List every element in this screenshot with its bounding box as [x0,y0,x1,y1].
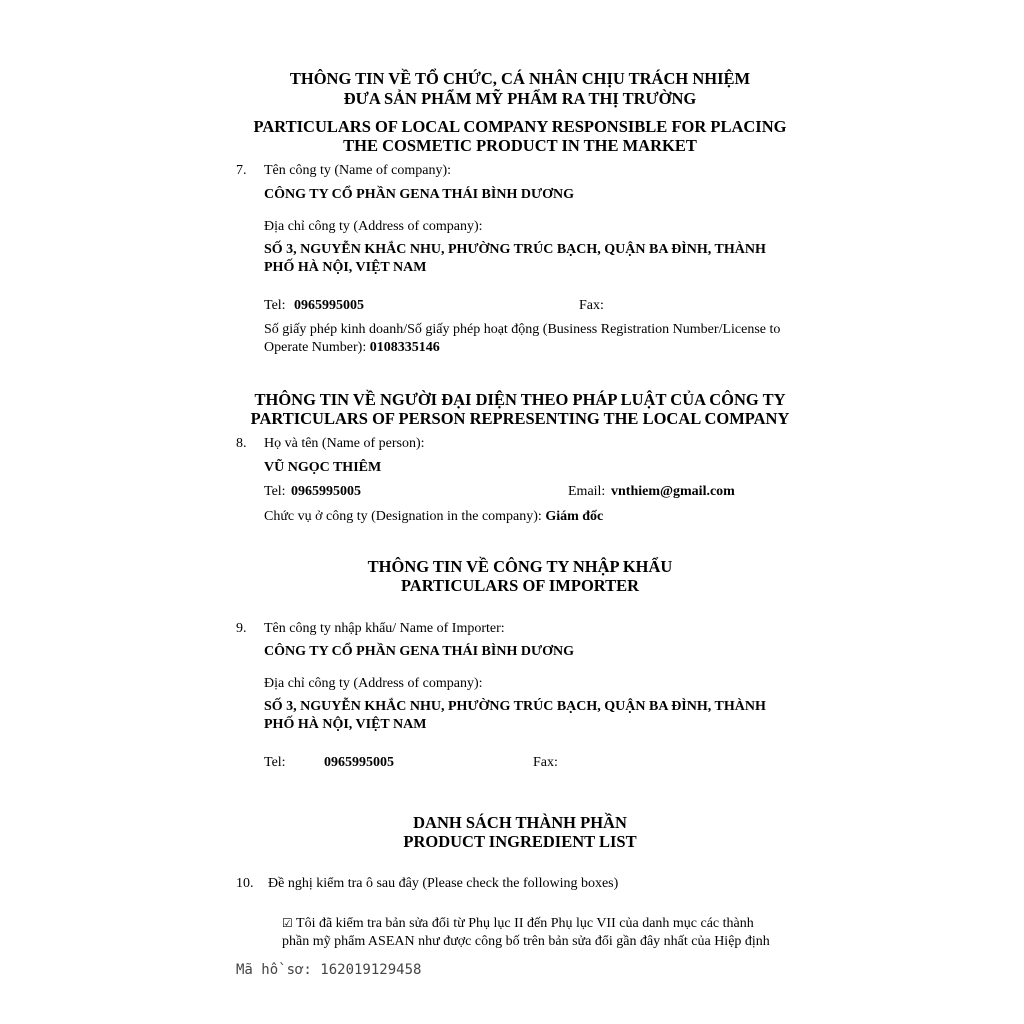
company-address-label: Địa chỉ công ty (Address of company): [264,219,483,234]
importer-tel-label: Tel: [264,755,286,770]
item-number-8: 8. [236,436,247,451]
representative-heading-vi: THÔNG TIN VỀ NGƯỜI ĐẠI DIỆN THEO PHÁP LUẬT CỦA CÔNG TY [254,390,786,409]
importer-heading-vi: THÔNG TIN VỀ CÔNG TY NHẬP KHẨU [367,557,673,576]
representative-heading-en: PARTICULARS OF PERSON REPRESENTING THE LOCAL COMPANY [250,409,790,428]
person-email-label: Email: [568,484,606,499]
person-name-value: VŨ NGỌC THIÊM [264,460,382,475]
company-address-line-1: SỐ 3, NGUYỄN KHẮC NHU, PHƯỜNG TRÚC BẠCH, QUẬN BA ĐÌNH, THÀNH [264,242,766,257]
importer-address-line-2: PHỐ HÀ NỘI, VIỆT NAM [264,717,427,732]
designation-label: Chức vụ ở công ty (Designation in the company): [264,509,542,524]
responsible-heading-en-1: PARTICULARS OF LOCAL COMPANY RESPONSIBLE FOR PLACING [253,117,787,136]
company-fax-label: Fax: [579,298,604,313]
responsible-heading-en-2: THE COSMETIC PRODUCT IN THE MARKET [343,136,697,155]
annex-check-text-line-2: phần mỹ phẩm ASEAN như được công bố trên bản sửa đổi gần đây nhất của Hiệp định [282,934,770,949]
checked-box-icon[interactable]: ☑ [282,916,293,930]
person-tel-label: Tel: [264,484,286,499]
record-code: Mã hồ sơ: 162019129458 [236,962,422,978]
responsible-heading-vi-2: ĐƯA SẢN PHẨM MỸ PHẨM RA THỊ TRƯỜNG [343,89,697,108]
importer-name-value: CÔNG TY CỔ PHẦN GENA THÁI BÌNH DƯƠNG [264,644,574,659]
importer-name-label: Tên công ty nhập khẩu/ Name of Importer: [264,621,505,636]
item-number-7: 7. [236,163,247,178]
person-email-value: vnthiem@gmail.com [611,484,735,499]
importer-tel-value: 0965995005 [324,755,394,770]
company-tel-value: 0965995005 [294,298,364,313]
importer-heading-en: PARTICULARS OF IMPORTER [400,576,640,595]
person-tel-value: 0965995005 [291,484,361,499]
designation-value: Giám đốc [545,509,604,524]
company-address-line-2: PHỐ HÀ NỘI, VIỆT NAM [264,260,427,275]
license-line-2 [264,339,440,356]
company-tel-label: Tel: [264,298,286,313]
importer-address-line-1: SỐ 3, NGUYỄN KHẮC NHU, PHƯỜNG TRÚC BẠCH, QUẬN BA ĐÌNH, THÀNH [264,699,766,714]
person-name-label: Họ và tên (Name of person): [264,436,425,451]
annex-check-text-line-1: Tôi đã kiểm tra bản sửa đổi từ Phụ lục II đến Phụ lục VII của danh mục các thành [296,916,754,931]
license-number: 0108335146 [369,340,440,355]
check-instruction: Đề nghị kiểm tra ô sau đây (Please check the following boxes) [268,876,619,891]
license-label: Operate Number): [264,340,367,355]
designation-line [264,508,603,525]
license-line-1: Số giấy phép kinh doanh/Số giấy phép hoạt động (Business Registration Number/License to [264,322,781,337]
ingredients-heading-vi: DANH SÁCH THÀNH PHẦN [413,813,627,832]
company-name-value: CÔNG TY CỔ PHẦN GENA THÁI BÌNH DƯƠNG [264,187,574,202]
item-number-10: 10. [236,876,254,891]
ingredients-heading-en: PRODUCT INGREDIENT LIST [403,832,637,851]
importer-fax-label: Fax: [533,755,558,770]
annex-checkbox-row [282,915,754,932]
responsible-heading-vi-1: THÔNG TIN VỀ TỔ CHỨC, CÁ NHÂN CHỊU TRÁCH NHIỆM [289,69,751,88]
importer-address-label: Địa chỉ công ty (Address of company): [264,676,483,691]
item-number-9: 9. [236,621,247,636]
company-name-label: Tên công ty (Name of company): [264,163,451,178]
